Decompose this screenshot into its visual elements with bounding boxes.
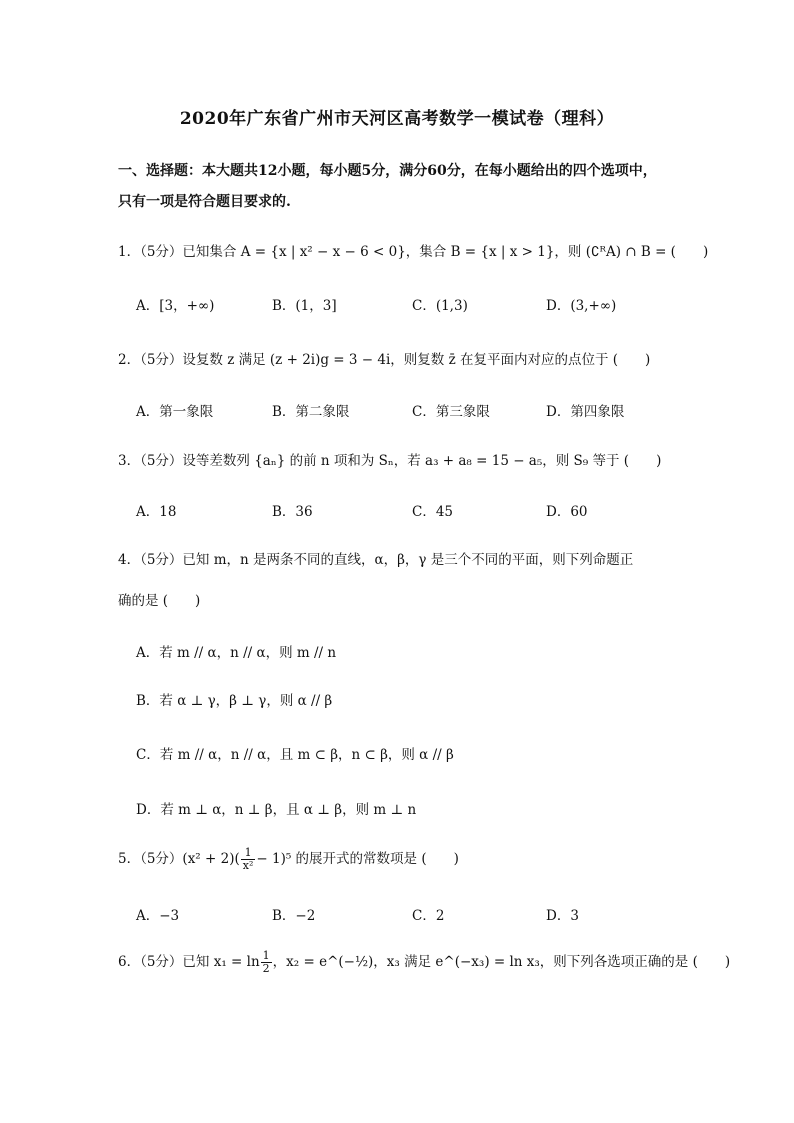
question-1-option-c: C．(1,3) (412, 298, 468, 314)
question-3-stem: 3．（5分）设等差数列 {aₙ} 的前 n 项和为 Sₙ，若 a₃ + a₈ = 15 − a₅，则 S₉ 等于 ( ) (118, 453, 662, 469)
question-5-option-b: B．−2 (272, 908, 316, 924)
question-6-fraction-numerator: 1 (262, 949, 270, 963)
question-6-stem (118, 950, 730, 975)
question-2-option-c: C．第三象限 (412, 404, 490, 420)
question-2-stem: 2．（5分）设复数 z 满足 (z + 2i)g = 3 − 4i，则复数 z̄ 在复平面内对应的点位于 ( ) (118, 352, 651, 368)
question-1-option-b: B．(1，3] (272, 298, 337, 314)
question-5-fraction-numerator: 1 (241, 847, 256, 860)
question-6-stem-prefix: 6．（5分）已知 x₁ = ln (118, 954, 260, 970)
page-title: 2020年广东省广州市天河区高考数学一模试卷（理科） (179, 109, 615, 129)
question-1-option-d: D．(3,+∞) (546, 298, 617, 314)
question-4-option-a: A．若 m // α，n // α，则 m // n (136, 645, 337, 661)
question-5-option-d: D．3 (546, 908, 579, 924)
question-3-option-c: C．45 (412, 504, 454, 520)
question-4-option-b: B．若 α ⊥ γ，β ⊥ γ，则 α // β (136, 693, 333, 709)
question-5-option-a: A．−3 (136, 908, 180, 924)
question-2-option-b: B．第二象限 (272, 404, 350, 420)
question-6-fraction (261, 950, 272, 974)
question-6-stem-suffix: ，x₂ = e^(−½)，x₃ 满足 e^(−x₃) = ln x₃，则下列各选项正确的是 ( ) (272, 954, 731, 970)
question-5-stem (118, 847, 459, 872)
question-5-fraction-denominator: x² (242, 859, 254, 872)
section-header-line1: 一、选择题：本大题共12小题，每小题5分，满分60分，在每小题给出的四个选项中， (118, 163, 657, 179)
question-3-option-d: D．60 (546, 504, 588, 520)
question-1-option-a: A．[3，+∞) (136, 298, 215, 314)
question-4-option-c: C．若 m // α，n // α，且 m ⊂ β，n ⊂ β，则 α // β (136, 747, 454, 763)
question-2-option-d: D．第四象限 (546, 404, 625, 420)
question-3-option-b: B．36 (272, 504, 313, 520)
question-4-stem-line1: 4．（5分）已知 m，n 是两条不同的直线，α，β，γ 是三个不同的平面，则下列命题正 (118, 552, 634, 568)
question-3-option-a: A．18 (136, 504, 177, 520)
question-5-stem-suffix: − 1)⁵ 的展开式的常数项是 ( ) (256, 851, 459, 867)
question-4-stem-line2: 确的是 ( ) (118, 593, 201, 609)
question-5-fraction (241, 847, 256, 871)
question-2-option-a: A．第一象限 (136, 404, 214, 420)
question-4-option-d: D．若 m ⊥ α，n ⊥ β，且 α ⊥ β，则 m ⊥ n (136, 802, 417, 818)
question-5-option-c: C．2 (412, 908, 445, 924)
question-1-stem: 1．（5分）已知集合 A = {x | x² − x − 6 < 0}，集合 B = {x | x > 1}，则 (∁ᴿA) ∩ B = ( ) (118, 244, 709, 260)
question-6-fraction-denominator: 2 (262, 962, 270, 975)
section-header-line2: 只有一项是符合题目要求的. (118, 194, 291, 210)
question-5-stem-prefix: 5．（5分）(x² + 2)( (118, 851, 240, 867)
